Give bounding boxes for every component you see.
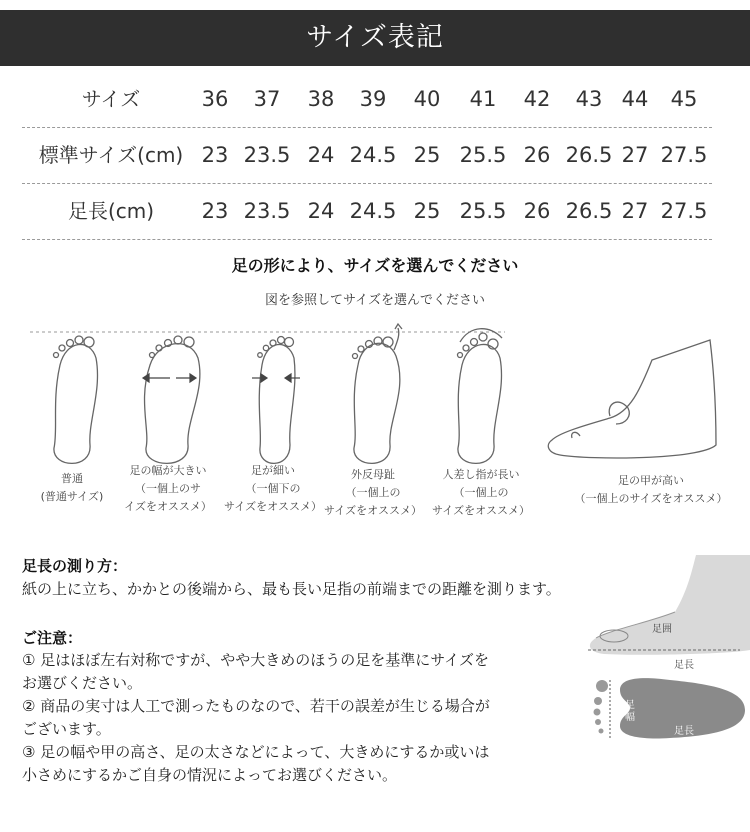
note-line: 小さめにするかご自身の情況によってお選びください。 bbox=[22, 766, 398, 784]
foot-type-note: （一個上の bbox=[453, 486, 509, 499]
size-cell: 24 bbox=[307, 199, 335, 223]
size-cell: 25.5 bbox=[459, 199, 507, 223]
page-title-banner bbox=[0, 10, 750, 66]
size-cell: 38 bbox=[307, 87, 335, 111]
note-line: ② 商品の実寸は人工で測ったものなので、若干の誤差が生じる場合が bbox=[22, 697, 490, 715]
narrow-foot-icon bbox=[258, 337, 295, 464]
foot-type-normal bbox=[22, 470, 122, 506]
note-item bbox=[22, 741, 584, 787]
length-label-2: 足長 bbox=[674, 726, 694, 737]
note-item bbox=[22, 695, 584, 741]
high-instep-foot-icon bbox=[548, 340, 716, 458]
normal-foot-icon bbox=[54, 336, 98, 463]
foot-type-long-toe bbox=[426, 466, 536, 520]
size-cell: 24.5 bbox=[349, 199, 397, 223]
width-label: 足幅 bbox=[625, 700, 635, 723]
foot-type-name: 足の甲が高い bbox=[618, 474, 684, 487]
size-cell: 23 bbox=[201, 199, 229, 223]
standard-size-row bbox=[22, 128, 712, 184]
note-line: ① 足はほぼ左右対称ですが、やや大きめのほうの足を基準にサイズを bbox=[22, 651, 490, 669]
side-foot-icon bbox=[590, 555, 750, 655]
measurement-diagram bbox=[580, 550, 750, 770]
size-cell: 44 bbox=[621, 87, 649, 111]
row-label: 足長(cm) bbox=[67, 199, 155, 223]
foot-type-note: イズをオススメ） bbox=[124, 500, 212, 513]
size-cell: 27.5 bbox=[660, 199, 708, 223]
foot-type-bunion bbox=[318, 466, 428, 520]
measure-text: 紙の上に立ち、かかとの後端から、最も長い足指の前端までの距離を測ります。 bbox=[22, 580, 561, 598]
foot-type-note: （一個下の bbox=[245, 482, 301, 495]
foot-type-narrow bbox=[218, 462, 328, 516]
foot-type-name: 普通 bbox=[61, 472, 83, 485]
footprint-icon bbox=[594, 678, 746, 738]
size-cell: 36 bbox=[201, 87, 229, 111]
size-cell: 39 bbox=[359, 87, 387, 111]
note-line: ございます。 bbox=[22, 720, 111, 738]
size-table bbox=[22, 72, 712, 240]
foot-type-note: (普通サイズ) bbox=[40, 490, 104, 503]
girth-label: 足囲 bbox=[652, 624, 672, 635]
foot-type-note: サイズをオススメ） bbox=[223, 500, 322, 513]
size-cell: 27.5 bbox=[660, 143, 708, 167]
foot-type-note: （一個上のサイズをオススメ） bbox=[574, 492, 728, 505]
foot-type-high-instep bbox=[556, 472, 746, 508]
foot-length-row bbox=[22, 184, 712, 240]
size-cell: 25 bbox=[413, 143, 441, 167]
size-cell: 27 bbox=[621, 143, 649, 167]
long-second-toe-icon bbox=[458, 329, 503, 464]
size-cell: 45 bbox=[670, 87, 698, 111]
bunion-foot-icon bbox=[353, 324, 403, 463]
size-cell: 26 bbox=[523, 143, 551, 167]
row-label: 標準サイズ(cm) bbox=[38, 143, 184, 167]
foot-shape-subtitle: 図を参照してサイズを選んでください bbox=[265, 293, 485, 308]
size-row bbox=[22, 72, 712, 128]
size-cell: 24.5 bbox=[349, 143, 397, 167]
size-cell: 26.5 bbox=[565, 143, 613, 167]
note-line: ③ 足の幅や甲の高さ、足の太さなどによって、大きめにするか或いは bbox=[22, 743, 490, 761]
size-cell: 41 bbox=[469, 87, 497, 111]
arrow-icon bbox=[285, 374, 291, 382]
arrow-icon bbox=[190, 374, 196, 382]
note-line: お選びください。 bbox=[22, 674, 143, 692]
size-cell: 26.5 bbox=[565, 199, 613, 223]
foot-outlines bbox=[0, 320, 750, 470]
foot-type-note: （一個上の bbox=[345, 486, 401, 499]
size-cell: 23.5 bbox=[243, 199, 291, 223]
size-cell: 24 bbox=[307, 143, 335, 167]
wide-foot-icon bbox=[145, 336, 200, 463]
size-cell: 23.5 bbox=[243, 143, 291, 167]
measurement-foot-illustration bbox=[580, 550, 750, 770]
arrow-icon bbox=[261, 374, 267, 382]
size-cell: 43 bbox=[575, 87, 603, 111]
size-cell: 26 bbox=[523, 199, 551, 223]
size-cell: 27 bbox=[621, 199, 649, 223]
size-cell: 40 bbox=[413, 87, 441, 111]
foot-type-note: サイズをオススメ） bbox=[431, 504, 530, 517]
size-cell: 37 bbox=[253, 87, 281, 111]
foot-shape-title: 足の形により、サイズを選んでください bbox=[231, 256, 519, 275]
notes-title: ご注意： bbox=[22, 629, 83, 647]
foot-type-note: サイズをオススメ） bbox=[323, 504, 422, 517]
size-cell: 25.5 bbox=[459, 143, 507, 167]
measure-title: 足長の測り方： bbox=[22, 557, 128, 575]
size-cell: 23 bbox=[201, 143, 229, 167]
note-item bbox=[22, 649, 584, 695]
row-label: サイズ bbox=[81, 87, 141, 111]
foot-type-name: 外反母趾 bbox=[351, 468, 395, 481]
foot-type-name: 足が細い bbox=[251, 464, 295, 477]
foot-type-name: 足の幅が大きい bbox=[129, 464, 207, 477]
foot-type-wide bbox=[118, 462, 218, 516]
length-label: 足長 bbox=[674, 660, 694, 671]
size-cell: 25 bbox=[413, 199, 441, 223]
size-cell: 42 bbox=[523, 87, 551, 111]
page-title: サイズ表記 bbox=[306, 22, 444, 53]
foot-shape-illustrations bbox=[0, 320, 750, 530]
foot-type-name: 人差し指が長い bbox=[442, 468, 520, 481]
foot-type-note: （一個上のサ bbox=[135, 482, 201, 495]
